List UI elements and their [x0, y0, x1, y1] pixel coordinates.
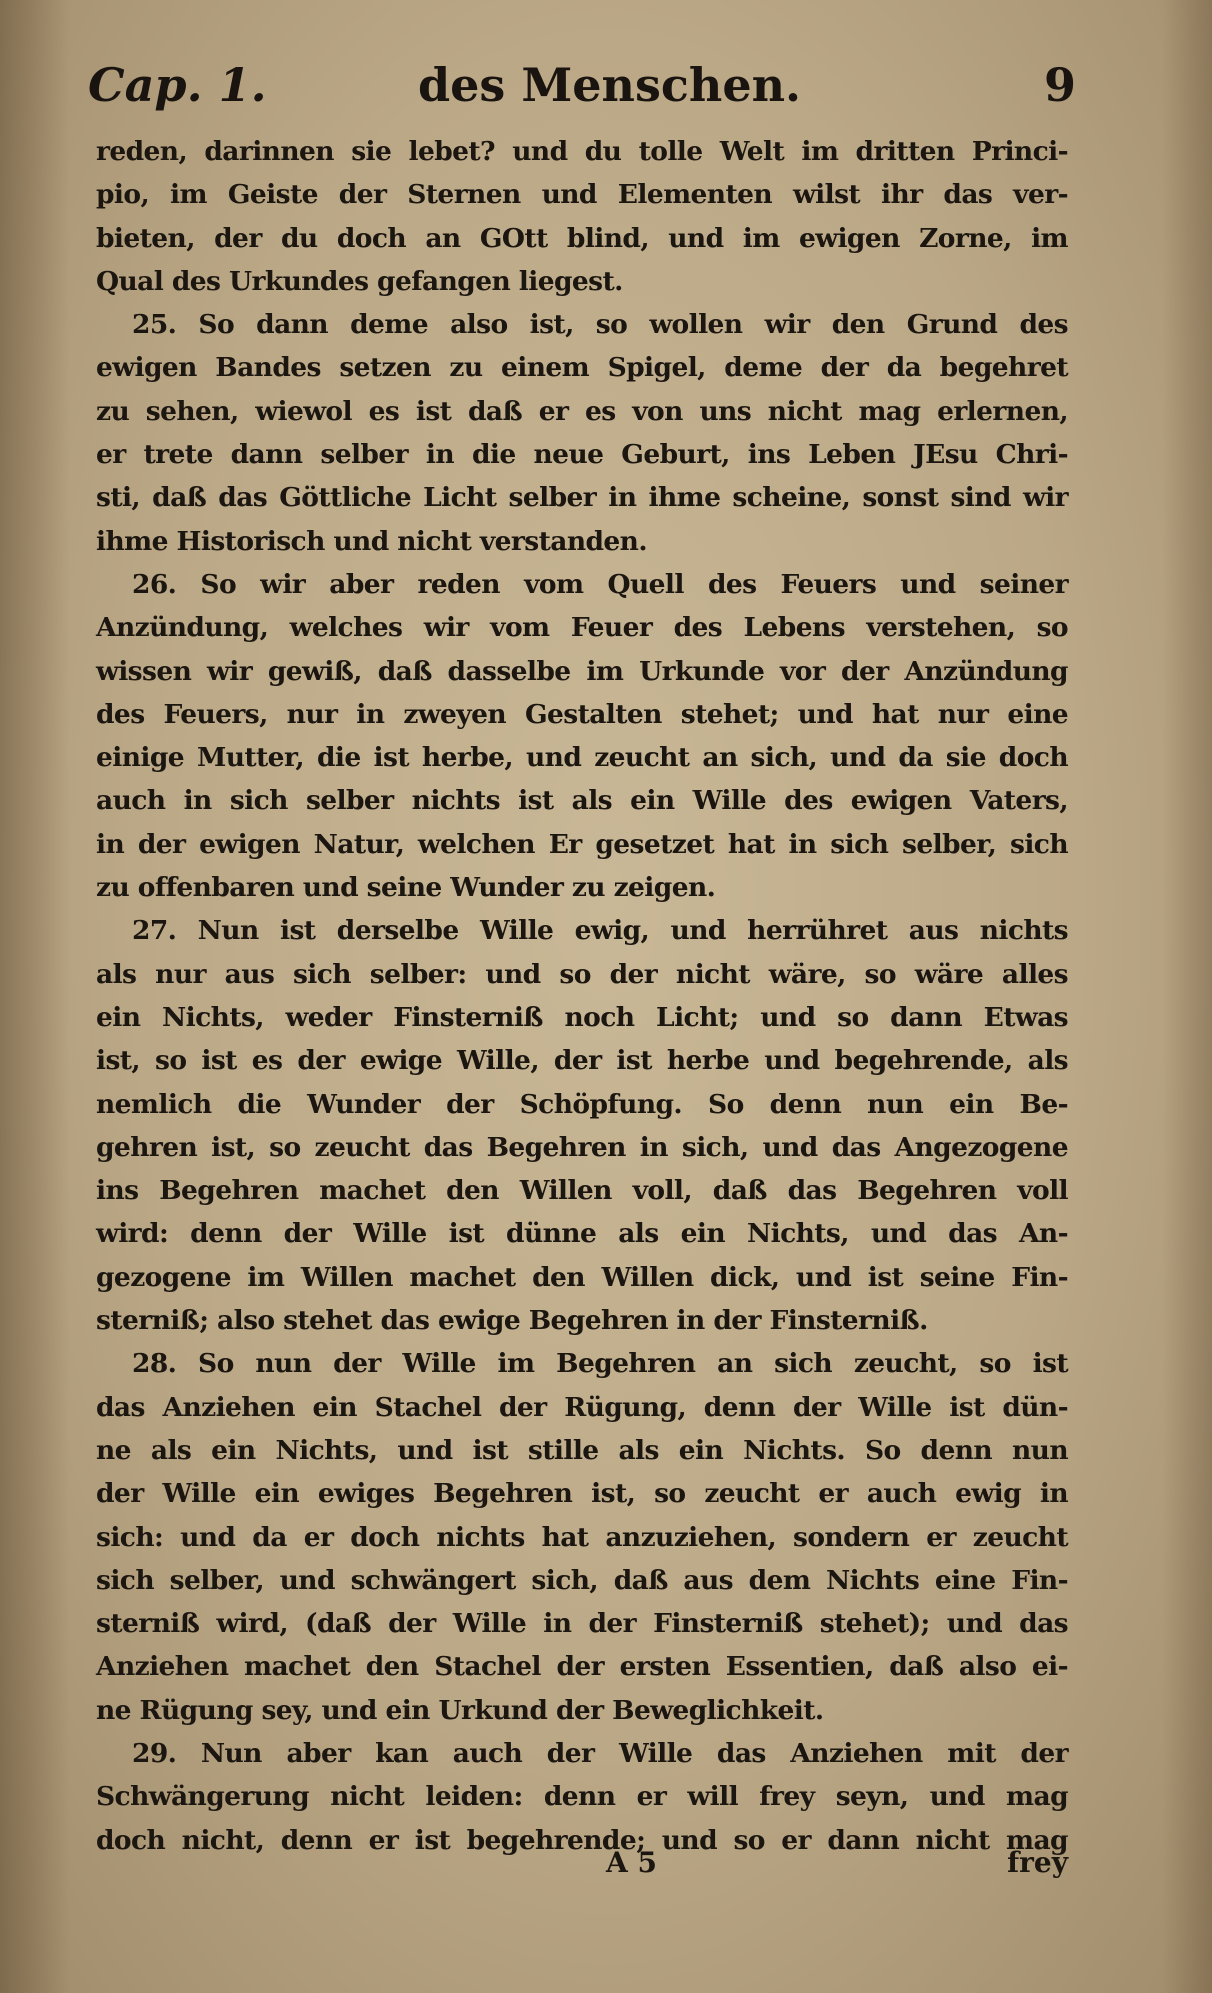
text-line: nemlich die Wunder der Schöpfung. So denn nun ein Be- — [96, 1088, 1068, 1120]
text-line: gehren ist, so zeucht das Begehren in sich, und das Angezogene — [96, 1131, 1068, 1163]
text-line: wissen wir gewiß, daß dasselbe im Urkunde vor der Anzündung — [96, 655, 1068, 687]
text-line: ist, so ist es der ewige Wille, der ist herbe und begehrende, als — [96, 1045, 1068, 1077]
text-line: Anziehen machet den Stachel der ersten Essentien, daß also ei- — [96, 1651, 1068, 1683]
signature-mark: A 5 — [606, 1846, 657, 1879]
text-line: in der ewigen Natur, welchen Er gesetzet hat in sich selber, sich — [96, 828, 1068, 860]
text-line: ins Begehren machet den Willen voll, daß das Begehren voll — [96, 1175, 1068, 1207]
text-line: auch in sich selber nichts ist als ein Wille des ewigen Vaters, — [96, 785, 1068, 817]
text-line: ein Nichts, weder Finsterniß noch Licht; und so dann Etwas — [96, 1001, 1068, 1033]
text-line: ne Rügung sey, und ein Urkund der Beweglichkeit. — [96, 1694, 824, 1726]
text-line: Schwängerung nicht leiden: denn er will frey seyn, und mag — [96, 1781, 1068, 1813]
text-line: Anzündung, welches wir vom Feuer des Lebens verstehen, so — [96, 612, 1068, 644]
page-edge-shadow — [1162, 0, 1212, 1993]
catchword: frey — [1007, 1846, 1068, 1879]
paragraph-29-start: 29. Nun aber kan auch der Wille das Anziehen mit der — [132, 1737, 1068, 1769]
text-line: ewigen Bandes setzen zu einem Spigel, deme der da begehret — [96, 352, 1068, 384]
text-line: das Anziehen ein Stachel der Rügung, denn der Wille ist dün- — [96, 1391, 1068, 1423]
text-line: der Wille ein ewiges Begehren ist, so zeucht er auch ewig in — [96, 1478, 1068, 1510]
text-line: sterniß; also stehet das ewige Begehren in der Finsterniß. — [96, 1305, 928, 1337]
running-title: des Menschen. — [418, 58, 802, 112]
page-number: 9 — [1043, 58, 1076, 112]
paragraph-28-start: 28. So nun der Wille im Begehren an sich zeucht, so ist — [132, 1348, 1068, 1380]
text-line: zu offenbaren und seine Wunder zu zeigen. — [96, 872, 716, 904]
text-line: sterniß wird, (daß der Wille in der Finsterniß stehet); und das — [96, 1608, 1068, 1640]
page-footer — [96, 1846, 1068, 1896]
text-line: doch nicht, denn er ist begehrende; und so er dann nicht mag — [96, 1824, 1068, 1856]
text-line: bieten, der du doch an GOtt blind, und im ewigen Zorne, im — [96, 222, 1068, 254]
text-line: sich selber, und schwängert sich, daß aus dem Nichts eine Fin- — [96, 1564, 1068, 1596]
text-line: zu sehen, wiewol es ist daß er es von uns nicht mag erlernen, — [96, 395, 1068, 427]
text-line: reden, darinnen sie lebet? und du tolle Welt im dritten Princi- — [96, 136, 1068, 167]
text-line: pio, im Geiste der Sternen und Elementen wilst ihr das ver- — [96, 179, 1068, 211]
text-line: sich: und da er doch nichts hat anzuziehen, sondern er zeucht — [96, 1521, 1068, 1553]
text-line: ihme Historisch und nicht verstanden. — [96, 525, 647, 557]
text-line: Qual des Urkundes gefangen liegest. — [96, 265, 623, 297]
body-text — [96, 130, 1068, 1862]
text-line: wird: denn der Wille ist dünne als ein Nichts, und das An- — [96, 1218, 1068, 1250]
page-gutter-shadow — [0, 0, 70, 1993]
paragraph-25-start: 25. So dann deme also ist, so wollen wir den Grund des — [132, 309, 1068, 341]
text-line: ne als ein Nichts, und ist stille als ein Nichts. So denn nun — [96, 1434, 1068, 1466]
text-line: gezogene im Willen machet den Willen dick, und ist seine Fin- — [96, 1261, 1068, 1293]
text-line: sti, daß das Göttliche Licht selber in ihme scheine, sonst sind wir — [96, 482, 1068, 514]
chapter-label: Cap. 1. — [88, 58, 267, 112]
text-line: einige Mutter, die ist herbe, und zeucht an sich, und da sie doch — [96, 742, 1068, 774]
paragraph-27-start: 27. Nun ist derselbe Wille ewig, und herrühret aus nichts — [132, 915, 1068, 947]
running-header — [88, 58, 1076, 128]
text-line: als nur aus sich selber: und so der nicht wäre, so wäre alles — [96, 958, 1068, 990]
paragraph-26-start: 26. So wir aber reden vom Quell des Feuers und seiner — [132, 568, 1068, 600]
text-line: des Feuers, nur in zweyen Gestalten stehet; und hat nur eine — [96, 698, 1068, 730]
text-line: er trete dann selber in die neue Geburt, ins Leben JEsu Chri- — [96, 439, 1068, 471]
